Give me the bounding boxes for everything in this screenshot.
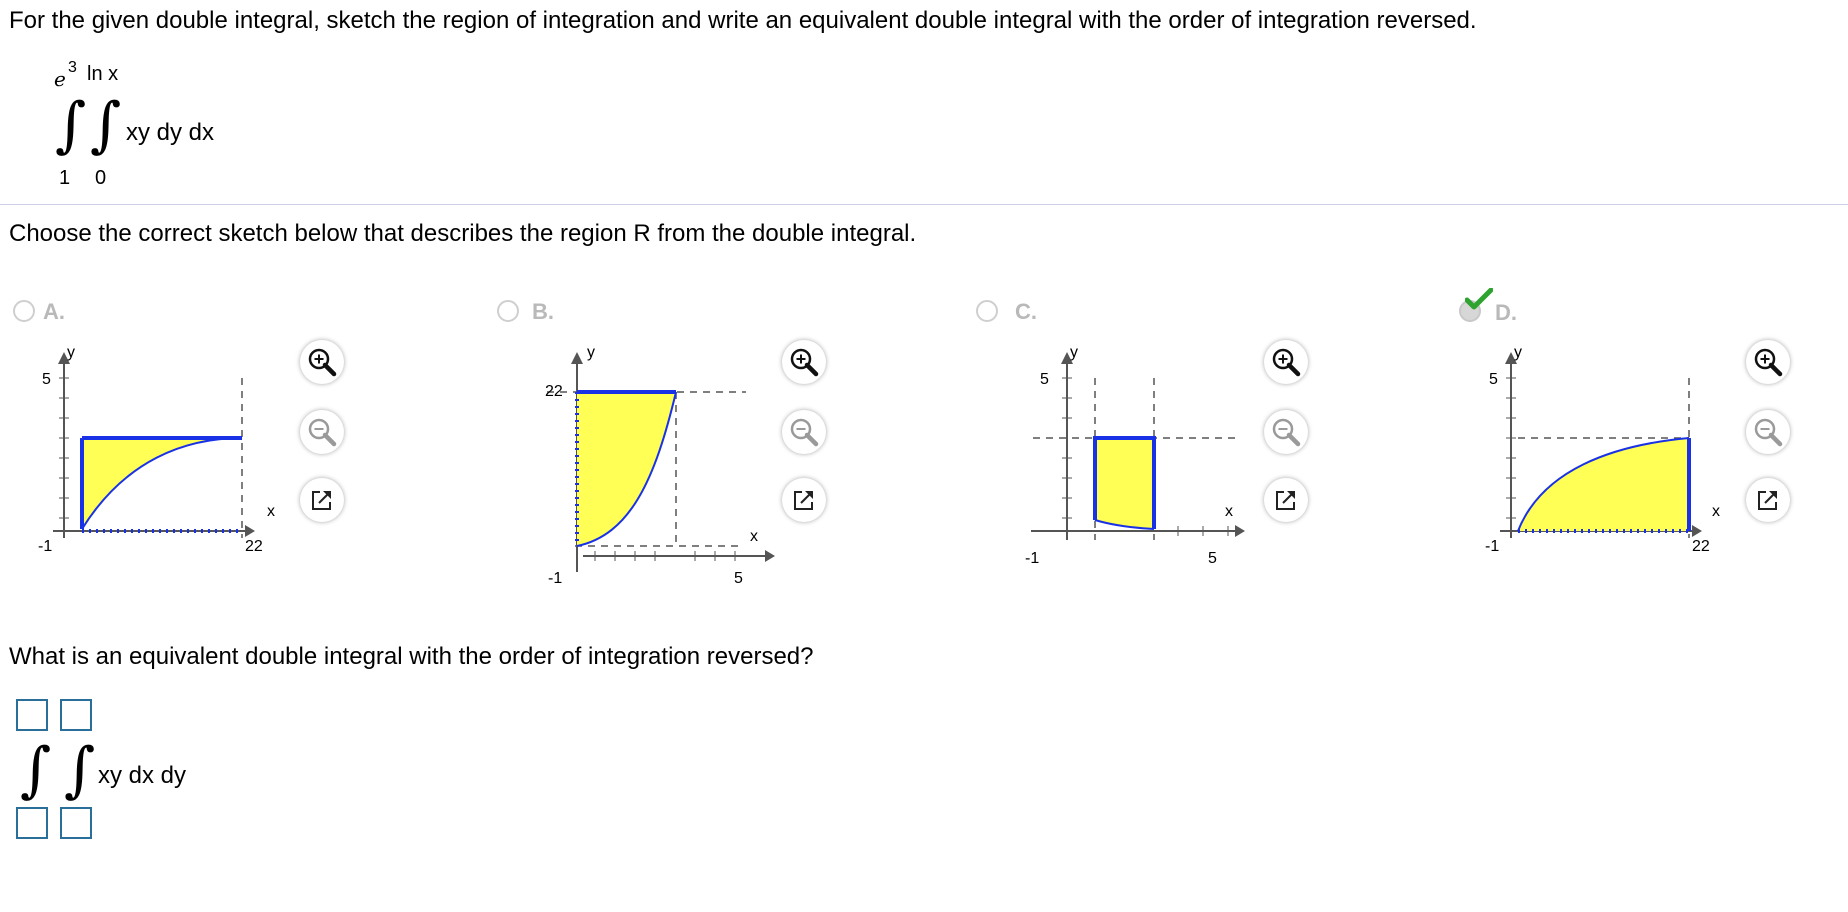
inner-lower-limit-input[interactable] — [60, 807, 92, 839]
zoom-out-icon — [1753, 417, 1783, 447]
zoom-out-icon — [307, 417, 337, 447]
option-a-radio[interactable] — [13, 300, 35, 322]
option-d-neg-tick: -1 — [1485, 538, 1500, 555]
option-c-y-tick: 5 — [1040, 371, 1049, 388]
given-integrand: xy dy dx — [126, 119, 215, 146]
outer-upper-limit-base: e — [54, 67, 66, 91]
popout-icon — [1755, 487, 1781, 513]
option-c-x-tick: 5 — [1208, 550, 1217, 567]
inner-upper-limit-input[interactable] — [60, 699, 92, 731]
option-b-y-axis-label: y — [587, 344, 595, 361]
zoom-in-icon — [1271, 347, 1301, 377]
option-c-label[interactable]: C. — [1015, 299, 1037, 324]
zoom-out-icon — [789, 417, 819, 447]
option-a-neg-tick: -1 — [38, 538, 53, 555]
zoom-in-icon — [789, 347, 819, 377]
outer-lower-limit: 1 — [59, 167, 71, 189]
option-b-graph — [535, 340, 805, 590]
option-a-zoom-out-button[interactable] — [300, 410, 344, 454]
popout-icon — [791, 487, 817, 513]
option-d-x-tick: 22 — [1692, 538, 1710, 555]
option-b-x-tick: 5 — [734, 570, 743, 587]
section-divider — [0, 204, 1848, 205]
zoom-in-icon — [307, 347, 337, 377]
outer-upper-limit-exponent: 3 — [68, 59, 77, 76]
inner-integral-sign: ∫ — [90, 90, 122, 160]
option-a-label[interactable]: A. — [43, 299, 65, 324]
option-c-neg-tick: -1 — [1025, 550, 1040, 567]
answer-outer-integral-sign: ∫ — [20, 735, 52, 805]
given-integral — [50, 55, 250, 195]
option-a-graph — [35, 340, 305, 580]
option-d-y-axis-label: y — [1514, 344, 1522, 361]
outer-lower-limit-input[interactable] — [16, 807, 48, 839]
option-b-x-axis-label: x — [750, 528, 758, 545]
option-b-neg-tick: -1 — [548, 570, 563, 587]
inner-lower-limit: 0 — [95, 167, 107, 189]
option-a-y-tick: 5 — [42, 371, 51, 388]
option-b-zoom-in-button[interactable] — [782, 340, 826, 384]
answer-inner-integral-sign: ∫ — [64, 735, 96, 805]
popout-icon — [309, 487, 335, 513]
part2-prompt: What is an equivalent double integral with the order of integration reversed? — [9, 643, 814, 670]
outer-upper-limit-input[interactable] — [16, 699, 48, 731]
option-a-x-tick: 22 — [245, 538, 263, 555]
option-a-popout-button[interactable] — [300, 478, 344, 522]
option-b-label[interactable]: B. — [532, 299, 554, 324]
option-d-zoom-in-button[interactable] — [1746, 340, 1790, 384]
option-c-graph — [1025, 340, 1295, 580]
answer-integral — [14, 698, 234, 848]
option-b-y-tick: 22 — [545, 383, 563, 400]
popout-icon — [1273, 487, 1299, 513]
inner-upper-limit: ln x — [87, 63, 119, 85]
outer-integral-sign: ∫ — [55, 90, 87, 160]
option-a-y-axis-label: y — [67, 344, 75, 361]
part1-prompt: Choose the correct sketch below that describes the region R from the double integral. — [9, 220, 917, 247]
option-d-popout-button[interactable] — [1746, 478, 1790, 522]
option-a-zoom-in-button[interactable] — [300, 340, 344, 384]
option-c-zoom-in-button[interactable] — [1264, 340, 1308, 384]
option-b-radio[interactable] — [497, 300, 519, 322]
option-d-graph — [1482, 340, 1752, 580]
option-a-x-axis-label: x — [267, 503, 275, 520]
option-b-popout-button[interactable] — [782, 478, 826, 522]
check-icon — [1465, 288, 1493, 310]
zoom-out-icon — [1271, 417, 1301, 447]
zoom-in-icon — [1753, 347, 1783, 377]
option-c-popout-button[interactable] — [1264, 478, 1308, 522]
option-d-label[interactable]: D. — [1495, 300, 1517, 325]
question-prompt: For the given double integral, sketch the region of integration and write an equivalent double integral with the order of integration reversed. — [9, 7, 1477, 34]
option-d-y-tick: 5 — [1489, 371, 1498, 388]
option-d-x-axis-label: x — [1712, 503, 1720, 520]
option-b-zoom-out-button[interactable] — [782, 410, 826, 454]
option-d-zoom-out-button[interactable] — [1746, 410, 1790, 454]
option-c-x-axis-label: x — [1225, 503, 1233, 520]
option-c-y-axis-label: y — [1070, 344, 1078, 361]
answer-integrand: xy dx dy — [98, 762, 187, 789]
option-c-zoom-out-button[interactable] — [1264, 410, 1308, 454]
option-c-radio[interactable] — [976, 300, 998, 322]
